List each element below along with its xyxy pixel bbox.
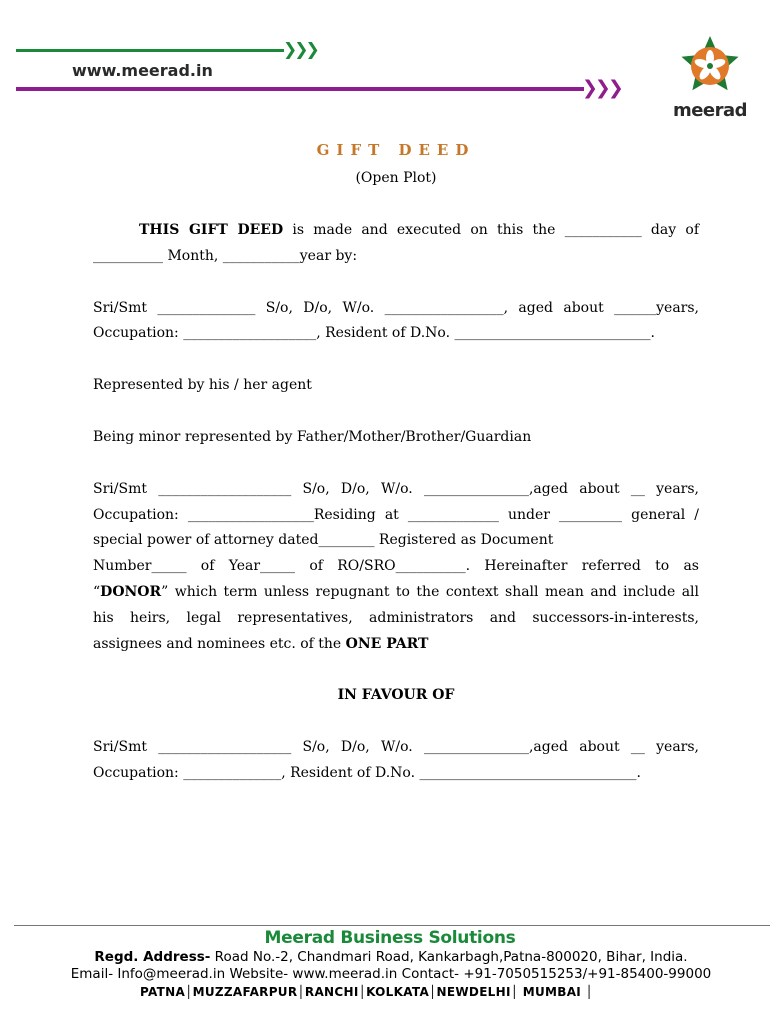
agent-paragraph: Represented by his / her agent [93,377,312,394]
intro-paragraph [93,218,699,270]
one-part: ONE PART [345,635,429,652]
intro-text: is made and executed on this the ___________ day of __________ Month, ___________year by: [93,222,699,264]
header-green-line [16,49,284,52]
donor-term: DONOR [100,583,162,600]
footer-company: Meerad Business Solutions [264,928,516,948]
donor-paragraph: Sri/Smt ______________ S/o, D/o, W/o. _________________, aged about ______years, Occupation: ___________________, Resident of D.No. ____________________________. [93,299,699,342]
header-website: www.meerad.in [72,61,213,80]
in-favour-heading [93,683,699,709]
document-title: GIFT DEED [316,141,476,159]
intro-bold: THIS GIFT DEED [139,222,284,238]
purple-chevrons-icon: ❯❯❯ [582,77,621,99]
footer-address [0,948,770,966]
logo-text: meerad [672,100,748,121]
agent-details-paragraph: Sri/Smt ___________________ S/o, D/o, W/o. _______________,aged about __ years, Occupation: __________________Residing at _____________ under _________ general / special power of attorney dated________ Registered as Document [93,480,699,549]
in-favour-text: IN FAVOUR OF [337,687,455,704]
document-subtitle: (Open Plot) [355,170,437,186]
footer-address-label: Regd. Address- [94,949,211,965]
footer-address-text: Road No.-2, Chandmari Road, Kankarbagh,Patna-800020, Bihar, India. [210,949,688,965]
green-chevrons-icon: ❯❯❯ [283,40,317,60]
meerad-logo [670,30,750,124]
donee-paragraph: Sri/Smt ___________________ S/o, D/o, W/o. _______________,aged about __ years, Occupation: ______________, Resident of D.No. _______________________________. [93,739,699,781]
document-body [93,138,699,787]
footer-contact: Email- Info@meerad.in Website- www.meerad.in Contact- +91-7050515253/+91-85400-99000 [70,966,712,982]
registration-post: ” which term unless repugnant to the context shall mean and include all his heirs, legal representatives, administrators and successors-in-interests, assignees and nominees etc. of the [93,583,699,652]
header-purple-line [16,87,584,91]
registration-paragraph [93,554,699,657]
footer-cities: PATNA│MUZZAFARPUR│RANCHI│KOLKATA│NEWDELHI│ MUMBAI │ [140,985,594,999]
minor-paragraph: Being minor represented by Father/Mother/Brother/Guardian [93,428,532,445]
meerad-flower-logo-icon [678,35,742,97]
registration-pre: Number_____ of Year_____ of RO/SRO__________. Hereinafter referred to as “ [93,558,699,600]
